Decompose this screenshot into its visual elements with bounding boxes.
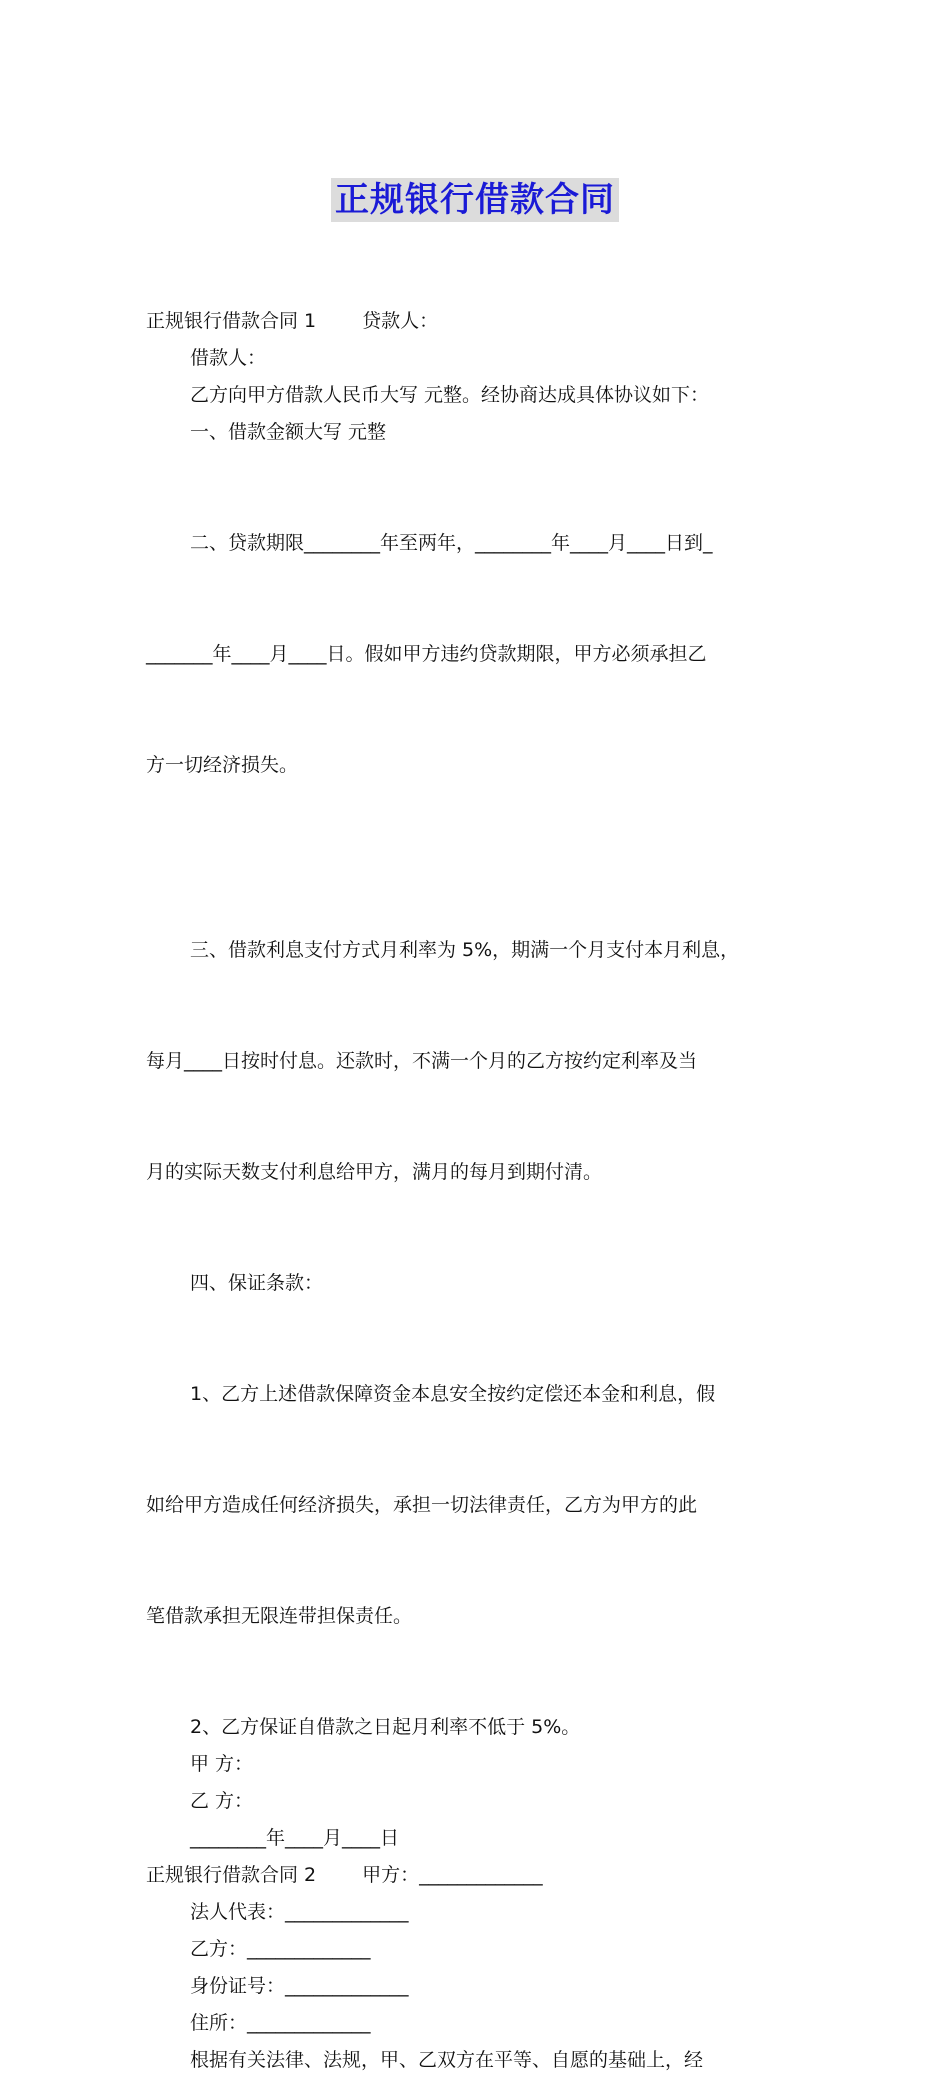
item3-line: 每月____日按时付息。还款时，不满一个月的乙方按约定利率及当 bbox=[146, 1050, 698, 1072]
contract2-heading: 正规银行借款合同 2 bbox=[146, 1864, 317, 1886]
contract1-party-a: 甲 方： bbox=[190, 1753, 254, 1775]
contract2-preamble: 根据有关法律、法规，甲、乙双方在平等、自愿的基础上，经 bbox=[190, 2049, 704, 2071]
contract1-heading: 正规银行借款合同 1 bbox=[146, 310, 317, 332]
contract1-item4: 四、保证条款： bbox=[190, 1272, 324, 1294]
contract1-clause2: 2、乙方保证自借款之日起月利率不低于 5%。 bbox=[190, 1716, 581, 1738]
clause1-line: 1、乙方上述借款保障资金本息安全按约定偿还本金和利息，假 bbox=[190, 1383, 716, 1405]
contract2-heading-line bbox=[146, 1857, 810, 1894]
contract2-address: 住所：_____________ bbox=[190, 2012, 371, 2034]
item3-line: 三、借款利息支付方式月利率为 5%，期满一个月支付本月利息， bbox=[190, 939, 740, 961]
clause1-line: 笔借款承担无限连带担保责任。 bbox=[146, 1605, 413, 1627]
title-container bbox=[0, 178, 950, 222]
contract1-item2 bbox=[146, 451, 810, 858]
contract1-date-line: ________年____月____日 bbox=[190, 1827, 400, 1849]
contract2-party-a: 甲方：_____________ bbox=[362, 1864, 543, 1886]
contract2-id-number: 身份证号：_____________ bbox=[190, 1975, 409, 1997]
contract2-legal-rep: 法人代表：_____________ bbox=[190, 1901, 409, 1923]
contract1-item1: 一、借款金额大写 元整 bbox=[190, 421, 387, 443]
contract2-party-b: 乙方：_____________ bbox=[190, 1938, 371, 1960]
contract1-item3 bbox=[146, 858, 810, 1265]
lender-label: 贷款人： bbox=[362, 310, 439, 332]
item2-line: _______年____月____日。假如甲方违约贷款期限，甲方必须承担乙 bbox=[146, 643, 707, 665]
contract1-clause1 bbox=[146, 1302, 810, 1709]
contract1-party-b: 乙 方： bbox=[190, 1790, 254, 1812]
clause1-line: 如给甲方造成任何经济损失，承担一切法律责任，乙方为甲方的此 bbox=[146, 1494, 698, 1516]
item2-line: 方一切经济损失。 bbox=[146, 754, 299, 776]
document-title: 正规银行借款合同 bbox=[331, 178, 619, 222]
document-body bbox=[146, 303, 810, 2079]
borrower-label: 借款人： bbox=[190, 347, 267, 369]
contract1-heading-line bbox=[146, 303, 810, 340]
item2-line: 二、贷款期限________年至两年，________年____月____日到_ bbox=[190, 532, 713, 554]
contract1-intro: 乙方向甲方借款人民币大写 元整。经协商达成具体协议如下： bbox=[190, 384, 710, 406]
item3-line: 月的实际天数支付利息给甲方，满月的每月到期付清。 bbox=[146, 1161, 603, 1183]
